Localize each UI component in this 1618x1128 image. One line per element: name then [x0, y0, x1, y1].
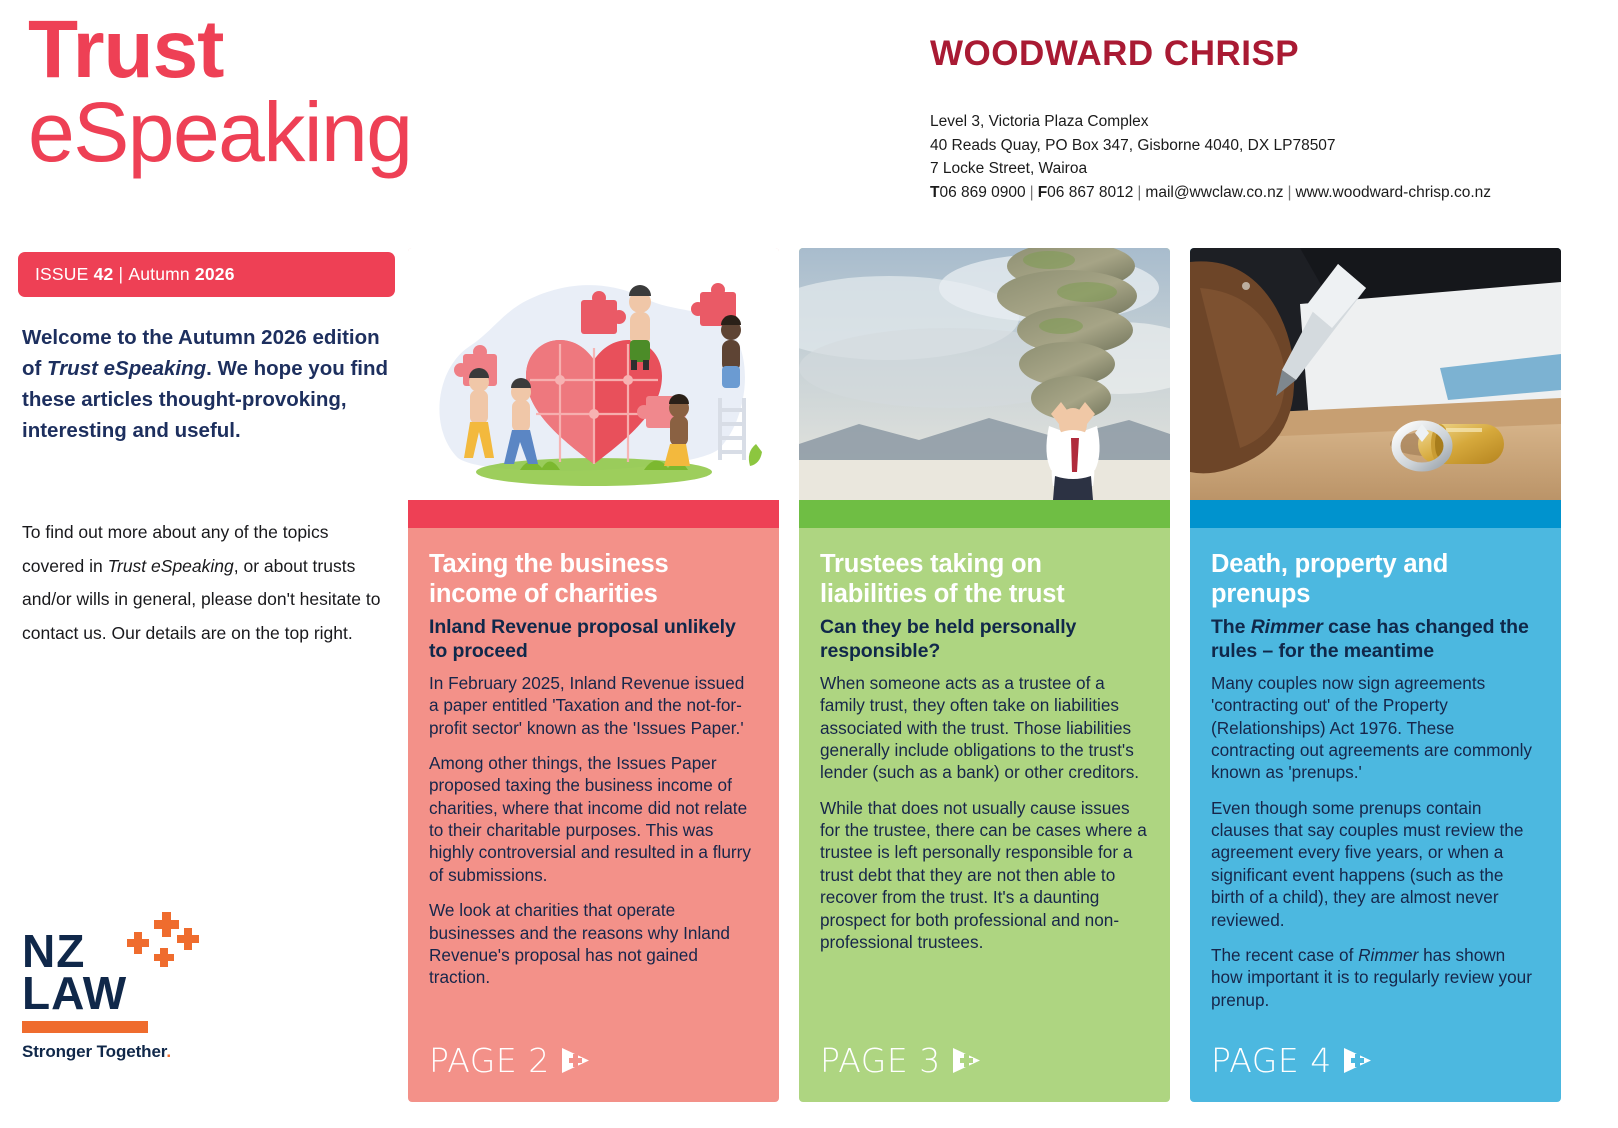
article-card-trustee-liabilities[interactable] [799, 248, 1170, 1102]
issue-badge-text [18, 264, 235, 285]
page-link-label: PAGE 3 [820, 1041, 941, 1080]
card-body [408, 528, 779, 1102]
welcome-publication-name: Trust eSpeaking [47, 357, 207, 381]
nzlaw-tagline [22, 1042, 222, 1062]
nzlaw-text-nz: NZ [22, 925, 86, 977]
issue-divider: | [118, 264, 124, 284]
card-title: Trustees taking on liabilities of the trust [820, 550, 1065, 608]
contact-separator-2: | [1137, 183, 1142, 201]
phone-prefix: T [930, 183, 940, 201]
card-paragraph: We look at charities that operate businesses and the reasons why Inland Revenue's proposal has not gained traction. [429, 900, 730, 988]
card-paragraph: In February 2025, Inland Revenue issued a paper entitled 'Taxation and the not-for-profit sector' known as the 'Issues Paper.' [429, 672, 745, 738]
card-body [1190, 528, 1561, 1102]
card-paragraph-part-1: The recent case of [1211, 944, 1359, 965]
contact-note-part-2: , or about trusts and/or wills in general, please don't hesitate to contact us. Our details are on the top right. [22, 555, 381, 643]
article-cards [408, 248, 1600, 1102]
firm-phone: 06 869 0900 [939, 183, 1026, 201]
firm-address-line-3: 7 Locke Street, Wairoa [930, 160, 1088, 178]
card-subtitle-part-1: The [1211, 616, 1251, 639]
page-link-page-3[interactable] [820, 1041, 982, 1080]
firm-email[interactable]: mail@wwclaw.co.nz [1145, 183, 1284, 201]
card-paragraph-part-2: has shown how important it is to regularly review your prenup. [1211, 944, 1532, 1010]
welcome-part-1: Welcome to the Autumn 2026 edition of [22, 326, 380, 381]
card-body [799, 528, 1170, 1102]
card-image-man-holding-boulders-photo [799, 248, 1170, 500]
welcome-message [22, 322, 394, 447]
nzlaw-tagline-text: Stronger Together [22, 1041, 167, 1061]
article-card-death-property-prenups[interactable] [1190, 248, 1561, 1102]
contact-note-part-1: To find out more about any of the topics covered in [22, 522, 329, 576]
card-subtitle-case-name: Rimmer [1250, 616, 1323, 639]
card-title: Taxing the business income of charities [429, 550, 669, 608]
card-subtitle [1211, 616, 1540, 663]
play-arrow-icon [560, 1047, 591, 1074]
card-image-heart-puzzle-illustration [408, 248, 779, 500]
page-link-page-4[interactable] [1211, 1041, 1373, 1080]
nzlaw-logo [22, 925, 222, 1062]
contact-separator-1: | [1029, 183, 1034, 201]
nzlaw-underline-bar [22, 1021, 148, 1033]
play-arrow-icon [1342, 1047, 1373, 1074]
play-arrow-icon [951, 1047, 982, 1074]
card-image-signing-document-wedding-rings-photo [1190, 248, 1561, 500]
card-title: Death, property and prenups [1211, 550, 1449, 608]
page-link-page-2[interactable] [429, 1041, 591, 1080]
firm-address-line-2: 40 Reads Quay, PO Box 347, Gisborne 4040, DX LP78507 [930, 136, 1336, 154]
card-accent-bar [408, 500, 779, 528]
issue-badge [18, 252, 395, 297]
welcome-part-2: . We hope you find these articles thought-provoking, interesting and useful. [22, 357, 389, 443]
card-paragraph: When someone acts as a trustee of a family trust, they often take on liabilities associated with the trust. Those liabilities generally include obligations to the trust's lender (such as a bank) or other creditors. [820, 672, 1140, 783]
card-paragraph: Among other things, the Issues Paper proposed taxing the business income of charities, where that income did not relate to their charitable purposes. This was highly controversial and resulted in a flurry of submissions. [429, 753, 751, 885]
card-accent-bar [799, 500, 1170, 528]
firm-fax: 06 867 8012 [1047, 183, 1134, 201]
contact-separator-3: | [1287, 183, 1292, 201]
nzlaw-tagline-dot: . [166, 1041, 172, 1061]
card-subtitle-part-2: case has changed the rules – for the meantime [1211, 616, 1529, 662]
firm-address-line-1: Level 3, Victoria Plaza Complex [930, 113, 1149, 130]
card-paragraph: Even though some prenups contain clauses that say couples must review the agreement every five years, or when a significant event happens (such as the birth of a child), they are almost never reviewed. [1211, 797, 1524, 930]
nzlaw-wordmark [22, 925, 182, 1020]
masthead-line-espeaking: eSpeaking [28, 85, 412, 180]
masthead-line-trust: Trust [28, 4, 224, 95]
card-subtitle: Inland Revenue proposal unlikely to proceed [429, 616, 736, 662]
issue-number: 42 [93, 264, 114, 284]
firm-details [930, 34, 1590, 204]
page-link-label: PAGE 2 [429, 1041, 550, 1080]
firm-contact-line [930, 181, 1590, 205]
card-paragraph: While that does not usually cause issues for the trustee, there can be cases where a trustee is left personally responsible for a trust debt that they are not then able to recover from the trust. It's a daunting prospect for both professional and non-professional trustees. [820, 797, 1147, 952]
issue-year: 2026 [194, 264, 235, 284]
contact-note-publication-name: Trust eSpeaking [107, 555, 234, 576]
card-subtitle: Can they be held personally responsible? [820, 616, 1077, 662]
article-card-taxing-charities[interactable] [408, 248, 779, 1102]
card-paragraph [1211, 944, 1540, 1011]
card-accent-bar [1190, 500, 1561, 528]
firm-website[interactable]: www.woodward-chrisp.co.nz [1295, 183, 1492, 201]
card-paragraph: Many couples now sign agreements 'contracting out' of the Property (Relationships) Act 1976. These contracting out agreements are commonly known as 'prenups.' [1211, 672, 1532, 783]
firm-name: WOODWARD CHRISP [930, 34, 1300, 73]
southern-cross-icon [126, 912, 206, 976]
firm-address [930, 110, 1590, 204]
page-link-label: PAGE 4 [1211, 1041, 1332, 1080]
fax-prefix: F [1037, 183, 1048, 201]
issue-label: ISSUE [35, 264, 89, 284]
issue-season: Autumn [128, 264, 190, 284]
masthead [28, 4, 588, 180]
card-paragraph-case-name: Rimmer [1358, 944, 1419, 965]
contact-note [22, 516, 390, 650]
nzlaw-text-law: LAW [22, 967, 128, 1020]
